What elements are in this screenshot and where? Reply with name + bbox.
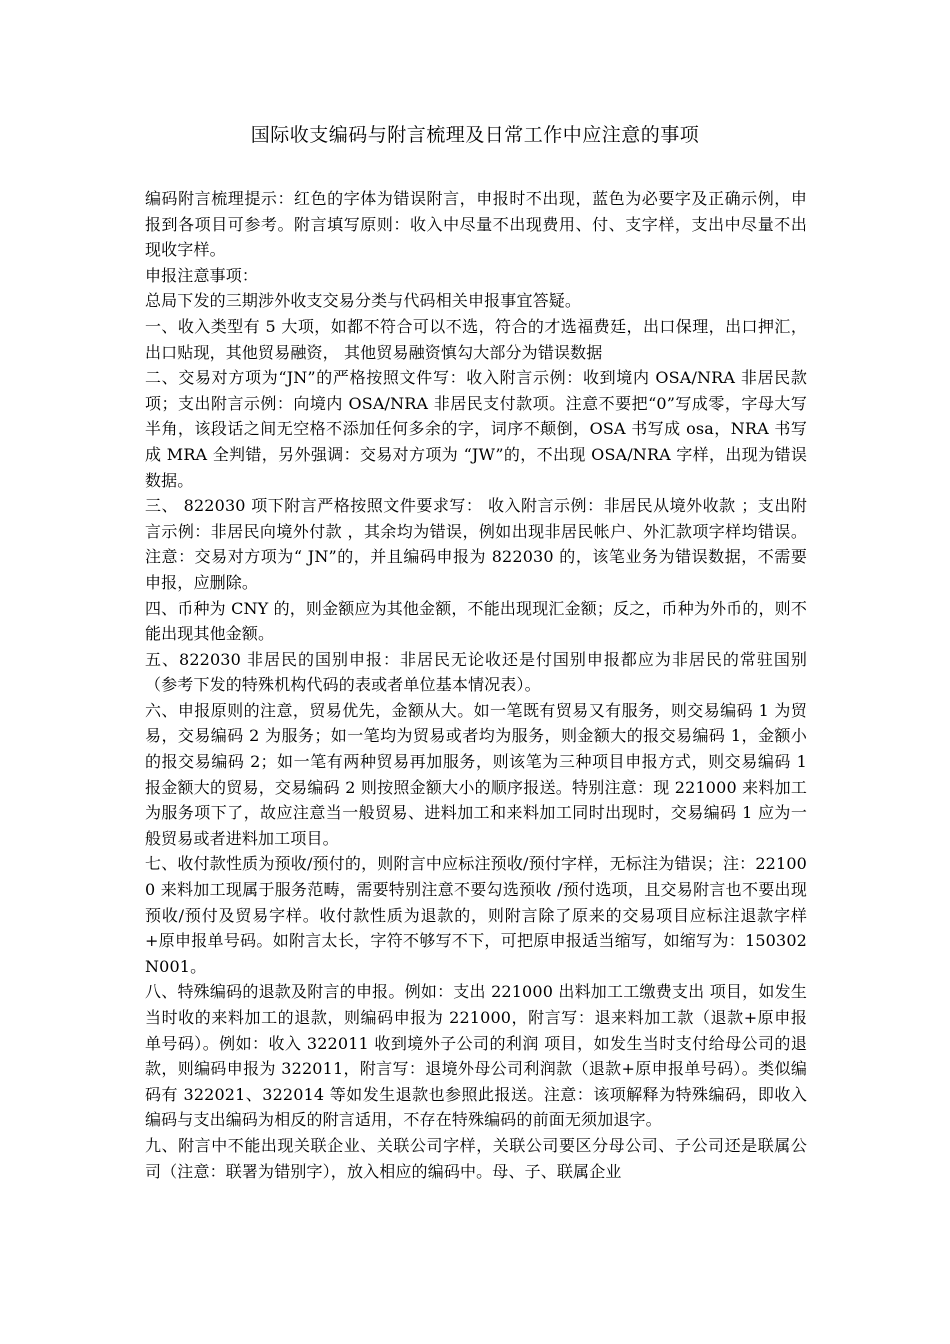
paragraph-item-8: 八、特殊编码的退款及附言的申报。例如：支出 221000 出料加工工缴费支出 项目，如发生当时收的来料加工的退款，则编码申报为 221000，附言写：退来料加工款（退款+原申报单号码）。例如：收入 322011 收到境外子公司的利润 项目，如发生当时支付给母公司的退款，则编码申报为 322011，附言写：退境外母公司利润款（退款+原申报单号码）。类似编码有 322021、322014 等如发生退款也参照此报送。注意：该项解释为特殊编码，即收入编码与支出编码为相反的附言适用，不存在特殊编码的前面无须加退字。	[145, 982, 807, 1130]
paragraph-item-5: 五、822030 非居民的国别申报：非居民无论收还是付国别申报都应为非居民的常驻国别（参考下发的特殊机构代码的表或者单位基本情况表）。	[145, 649, 807, 695]
paragraph-item-3: 三、 822030 项下附言严格按照文件要求写： 收入附言示例：非居民从境外收款 ；支出附言示例：非居民向境外付款 ，其余均为错误，例如出现非居民帐户、外汇款项字样均错误。注意：交易对方项为“ JN”的，并且编码申报为 822030 的，该笔业务为错误数据，不需要申报，应删除。	[145, 496, 807, 592]
paragraph-item-2: 二、交易对方项为“JN”的严格按照文件写：收入附言示例：收到境内 OSA/NRA 非居民款项；支出附言示例：向境内 OSA/NRA 非居民支付款项。注意不要把“0”写成零，字母大写半角，该段话之间无空格不添加任何多余的字，词序不颠倒，OSA 书写成 osa，NRA 书写成 MRA 全判错，另外强调：交易对方项为 “JW”的，不出现 OSA/NRA 字样，出现为错误数据。	[145, 368, 807, 490]
paragraph-item-4: 四、币种为 CNY 的，则金额应为其他金额，不能出现现汇金额；反之，币种为外币的，则不能出现其他金额。	[145, 598, 807, 644]
document-body	[145, 186, 807, 1184]
paragraph-item-9: 九、附言中不能出现关联企业、关联公司字样，关联公司要区分母公司、子公司还是联属公司（注意：联署为错别字），放入相应的编码中。母、子、联属企业	[145, 1135, 807, 1181]
document-title: 国际收支编码与附言梳理及日常工作中应注意的事项	[250, 124, 700, 146]
paragraph-item-1: 一、收入类型有 5 大项，如都不符合可以不选，符合的才选福费廷，出口保理，出口押汇，出口贴现，其他贸易融资， 其他贸易融资慎勾大部分为错误数据	[145, 316, 807, 362]
paragraph-notes-heading: 申报注意事项：	[145, 265, 259, 285]
paragraph-item-6: 六、申报原则的注意，贸易优先，金额从大。如一笔既有贸易又有服务，则交易编码 1 为贸易，交易编码 2 为服务；如一笔均为贸易或者均为服务，则金额大的报交易编码 1，金额小的报交易编码 2；如一笔有两种贸易再加服务，则该笔为三种项目申报方式，则交易编码 1 报金额大的贸易，交易编码 2 则按照金额大小的顺序报送。特别注意：现 221000 来料加工为服务项下了，故应注意当一般贸易、进料加工和来料加工同时出现时，交易编码 1 应为一般贸易或者进料加工项目。	[145, 700, 807, 848]
paragraph-intro: 编码附言梳理提示：红色的字体为错误附言，申报时不出现，蓝色为必要字及正确示例，申报到各项目可参考。附言填写原则：收入中尽量不出现费用、付、支字样，支出中尽量不出现收字样。	[145, 189, 807, 260]
paragraph-faq-reference: 总局下发的三期涉外收支交易分类与代码相关申报事宜答疑。	[145, 291, 582, 311]
paragraph-item-7: 七、收付款性质为预收/预付的，则附言中应标注预收/预付字样，无标注为错误；注：221000 来料加工现属于服务范畴，需要特别注意不要勾选预收 /预付选项，且交易附言也不要出现预收/预付及贸易字样。收付款性质为退款的，则附言除了原来的交易项目应标注退款字样+原申报单号码。如附言太长，字符不够写不下，可把原申报适当缩写，如缩写为：150302N001。	[145, 854, 807, 976]
